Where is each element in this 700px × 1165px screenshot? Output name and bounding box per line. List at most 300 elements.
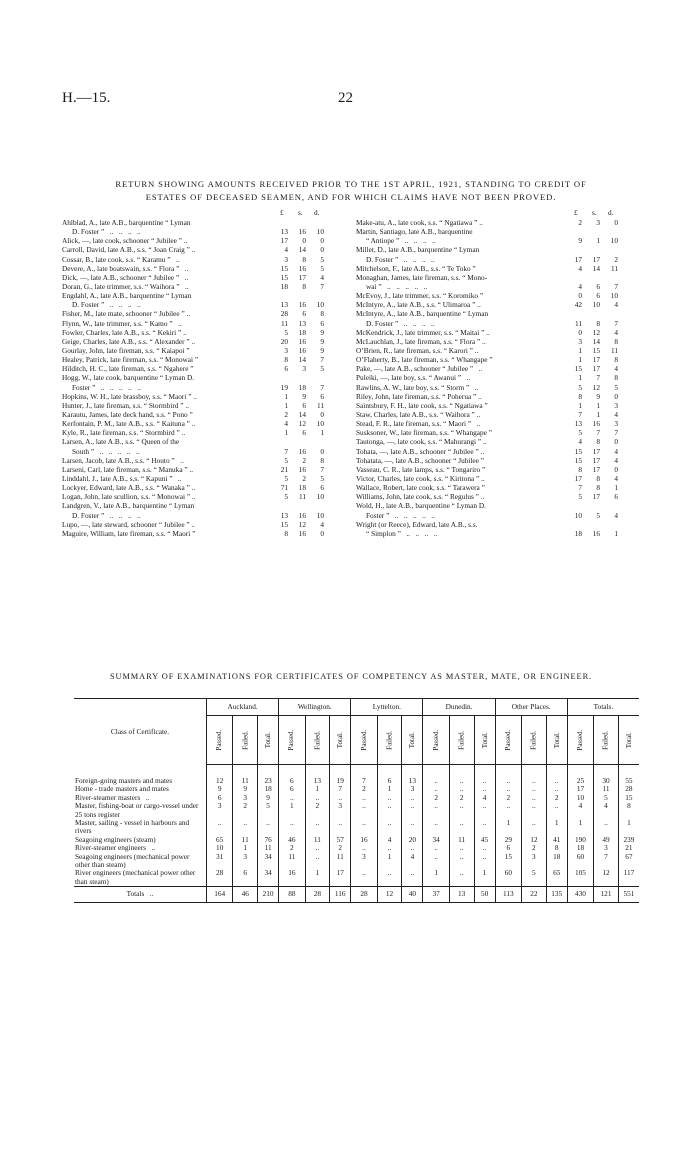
table-cell: .. [351,794,377,802]
list-item [62,483,346,492]
table-cell: 2 [279,844,305,852]
table-cell: 7 [594,853,619,870]
entry-pounds: 7 [284,446,288,456]
entry-pence: 5 [320,254,324,264]
group-header: Dunedin. [423,699,495,716]
entry-shillings: 17 [298,272,306,282]
entry-name: McEvoy, J., late trimmer, s.s. “ Koromiko ” [356,291,484,301]
entry-name: O’Brien, R., late fireman, s.s. “ Karori ” .. [356,345,479,355]
table-cell: 15 [618,794,639,802]
entry-pounds: 1 [578,373,582,383]
table-cell: 10 [567,794,593,802]
entry-shillings: 17 [592,446,600,456]
entry-pounds: 15 [574,446,582,456]
entry-shillings: 3 [596,218,600,227]
subheader-label: Failed. [601,730,610,750]
subheader-label: Total. [408,731,417,749]
entry-pence: 7 [320,464,324,474]
table-cell: 65 [546,869,567,886]
entry-pence: 3 [614,400,618,410]
list-item [356,227,640,236]
subheader-label: Passed. [576,729,585,751]
table-cell: .. [305,794,330,802]
list-item [356,520,640,529]
page-number: 22 [338,90,353,106]
table-cell: 30 [594,765,619,786]
list-item [356,245,640,254]
entry-pounds: 15 [280,272,288,282]
entry-shillings: 5 [596,510,600,520]
entry-pounds: 0 [578,291,582,301]
table-cell: .. [546,765,567,786]
entry-name: D. Foster ” .. .. .. .. [72,510,141,520]
table-cell: 8 [618,802,639,819]
subheader-label: Total. [263,731,272,749]
table-cell: 210 [258,887,279,902]
entry-name: Cossar, B., late cook, s.s. “ Karamu ” .. [62,254,180,264]
entry-pence: 7 [614,318,618,328]
entry-pence: 4 [614,446,618,456]
entry-pence: 0 [320,528,324,538]
entry-name: Foster ” .. .. .. .. .. [366,510,435,520]
list-item [62,236,346,245]
subheader [423,716,449,765]
entry-pounds: 1 [578,345,582,355]
entry-shillings: 16 [298,336,306,346]
entry-name: McIntyre, A., late A.B., barquentine “ Lyman [356,309,489,319]
list-item [356,291,640,300]
entry-name: Gourlay, John, late fireman, s.s. “ Kaiapoi ” [62,345,190,355]
table-cell: 3 [207,802,233,819]
entry-shillings: 14 [298,245,306,255]
entry-shillings: 12 [592,382,600,392]
entry-name: Hilditch, H. C., late fireman, s.s. “ Ngahere ” [62,364,194,374]
subheader-label: Passed. [287,729,296,751]
entry-name: Larsen, Jacob, late A.B., s.s. “ Houto ” .. [62,455,184,465]
examinations-table [74,698,639,903]
entry-pounds: 20 [280,336,288,346]
entry-name: “ Simplon ” .. .. .. .. [366,528,438,538]
entry-pence: 3 [614,419,618,429]
table-cell: 11 [330,853,351,870]
table-cell: 2 [423,794,449,802]
entry-name: Devere, A., late boatswain, s.s. “ Flora ” .. [62,263,189,273]
entry-pounds: 5 [578,382,582,392]
table-cell: .. [449,869,474,886]
list-item [356,236,640,245]
table-cell: 3 [522,853,547,870]
currency-header [62,208,346,218]
entry-name: Williams, John, late cook, s.s. “ Regulus ” .. [356,492,485,502]
entry-pounds: 8 [284,528,288,538]
table-cell: 28 [305,887,330,902]
entry-shillings: 8 [596,473,600,483]
table-cell: 1 [546,819,567,836]
entry-pounds: 42 [574,300,582,310]
table-cell: 16 [279,869,305,886]
table-cell: .. [474,853,495,870]
table-cell: 190 [567,836,593,844]
subheader [351,716,377,765]
list-item [356,456,640,465]
subheader-label: Total. [336,731,345,749]
table-cell: .. [402,844,423,852]
entry-name: McIntyre, A., late A.B., s.s. “ Ulimaroa ” .. [356,300,481,310]
table-cell: 29 [495,836,521,844]
entry-name: Susksoner, W., late fireman, s.s. “ Whangape ” [356,428,492,438]
entry-pounds: 5 [284,473,288,483]
table-cell: 1 [305,785,330,793]
subheader [449,716,474,765]
table-cell: 6 [279,765,305,786]
table-cell: 105 [567,869,593,886]
entry-name: Dick, —, late A.B., schooner “ Jubilee ” .. [62,272,189,282]
entry-pence: 2 [614,254,618,264]
entry-shillings: 1 [596,400,600,410]
certificate-class: Foreign-going masters and mates [75,775,173,785]
entry-pence: 0 [320,236,324,246]
entry-shillings: 7 [596,373,600,383]
table-cell: 4 [402,853,423,870]
list-item [62,401,346,410]
group-header: Other Places. [495,699,567,716]
entry-name: O’Flaherty, B., late fireman, s.s. “ Whangape ” [356,355,493,365]
list-item [356,373,640,382]
table-cell: 4 [474,794,495,802]
table-cell: 18 [258,785,279,793]
entry-name: Hogg, W., late cook, barquentine “ Lyman D. [62,373,195,383]
entry-name: Tautonga, —, late cook, s.s. “ Mahurangi ” .. [356,437,487,447]
subheader-label: Total. [624,731,633,749]
subheader-label: Failed. [313,730,322,750]
table-cell: .. [449,844,474,852]
entry-pounds: 1 [284,428,288,438]
table-cell: 11 [233,765,258,786]
entry-pence: 0 [614,464,618,474]
table-cell: 4 [567,802,593,819]
table-cell: .. [449,819,474,836]
table-cell: .. [279,819,305,836]
table-cell: 6 [495,844,521,852]
entry-name: Landgren, V., late A.B., barquentine “ Lyman [62,501,195,511]
shillings-head: s. [592,208,597,217]
table-cell: .. [233,819,258,836]
table-cell: .. [522,794,547,802]
entry-name: Mitchelson, F., late A.B., s.s. “ Te Toko ” [356,263,476,273]
entry-pounds: 11 [280,318,288,328]
table-cell: 1 [495,819,521,836]
list-item [356,218,640,227]
entry-shillings: 17 [592,455,600,465]
group-header: Wellington. [279,699,351,716]
table-row [74,819,639,836]
entry-pence: 6 [320,391,324,401]
entry-pence: 10 [610,291,618,301]
table-cell: 60 [495,869,521,886]
list-item [356,309,640,318]
table-cell: .. [474,785,495,793]
list-item [62,319,346,328]
entry-name: Carroll, David, late A.B., s.s. “ Joan Craig ” .. [62,245,196,255]
table-cell: 76 [258,836,279,844]
table-cell: 3 [351,853,377,870]
entry-pence: 10 [316,300,324,310]
list-item [356,437,640,446]
table-cell: .. [351,844,377,852]
list-item [356,337,640,346]
entry-shillings: 18 [298,382,306,392]
entry-name: Kyle, R., late fireman, s.s. “ Stormbird ” .. [62,428,186,438]
entry-pence: 4 [614,300,618,310]
list-item [62,456,346,465]
entry-shillings: 17 [592,254,600,264]
table-cell: .. [402,794,423,802]
list-item [62,245,346,254]
table-cell: 9 [258,794,279,802]
table-cell: .. [423,844,449,852]
entry-shillings: 12 [298,519,306,529]
entry-pounds: 4 [284,245,288,255]
entry-name: Martin, Santiago, late A.B., barquentine [356,227,473,237]
list-item [356,483,640,492]
entry-pounds: 4 [578,281,582,291]
entry-pounds: 1 [284,400,288,410]
table-cell: 551 [618,887,639,902]
table-cell: 1 [423,869,449,886]
subheader [279,716,305,765]
table-cell: .. [449,765,474,786]
list-item [62,300,346,309]
list-item [62,501,346,510]
entry-pounds: 4 [578,263,582,273]
entry-pence: 1 [320,428,324,438]
table-cell: 1 [305,869,330,886]
entry-name: Ahlblad, A., late A.B., barquentine “ Lyman [62,218,191,227]
table-cell: 41 [546,836,567,844]
entry-pence: 7 [320,355,324,365]
entry-pounds: 17 [574,473,582,483]
entry-pence: 4 [614,364,618,374]
list-item [62,474,346,483]
subheader [546,716,567,765]
table-row [74,887,639,902]
list-item [62,392,346,401]
entry-shillings: 18 [298,327,306,337]
table-cell: 9 [233,785,258,793]
table-cell: 1 [377,853,402,870]
list-item [62,227,346,236]
entry-name: Linddahl, J., late A.B., s.s. “ Kapuni ” .. [62,473,182,483]
entry-shillings: 16 [298,345,306,355]
table-cell: .. [522,785,547,793]
subheader [474,716,495,765]
table-cell: .. [495,785,521,793]
entry-name: D. Foster ” .. .. .. .. [366,318,435,328]
table-cell: 1 [474,869,495,886]
list-item [356,355,640,364]
subheader [402,716,423,765]
entry-pounds: 13 [280,227,288,237]
entry-name: Fisher, M., late mate, schooner “ Jubilee ” .. [62,309,191,319]
table-cell: .. [305,819,330,836]
subheader [207,716,233,765]
table-cell: 65 [207,836,233,844]
list-item [62,309,346,318]
entry-name: Foster ” .. .. .. .. .. [72,382,141,392]
entry-shillings: 17 [592,464,600,474]
entry-shillings: 10 [592,300,600,310]
entry-pounds: 17 [574,254,582,264]
table-cell: .. [207,819,233,836]
entry-shillings: 16 [298,528,306,538]
table-cell: .. [449,785,474,793]
subheader-label: Failed. [385,730,394,750]
table-cell: 6 [207,794,233,802]
certificate-class: Totals .. [74,887,207,902]
certificate-class: Master, sailing - vessel in harbours and rivers [75,818,190,836]
table-cell: 46 [233,887,258,902]
table-cell: 16 [351,836,377,844]
entry-pounds: 11 [574,318,582,328]
table-cell: .. [423,765,449,786]
subheader-label: Passed. [215,729,224,751]
entry-pence: 0 [320,446,324,456]
list-item [62,447,346,456]
list-item [62,465,346,474]
certificate-class: River engineers (mechanical power other than steam) [75,868,196,886]
table-cell: .. [423,785,449,793]
table-cell: .. [474,844,495,852]
entry-pounds: 13 [280,300,288,310]
table-cell: 20 [402,836,423,844]
entry-name: Karautu, James, late deck hand, s.s. “ Pono ” [62,409,193,419]
entry-pence: 4 [614,455,618,465]
entry-pence: 0 [614,218,618,227]
subheader [258,716,279,765]
table-cell: 34 [258,869,279,886]
table-cell: .. [474,765,495,786]
table-cell: 18 [546,853,567,870]
entry-pounds: 5 [578,492,582,502]
entry-pence: 11 [610,345,618,355]
table-cell: 31 [207,853,233,870]
entry-pence: 4 [320,272,324,282]
table-cell: .. [522,765,547,786]
entry-pence: 1 [614,483,618,493]
entry-pence: 4 [614,327,618,337]
table-cell: .. [474,819,495,836]
entry-name: Pake, —, late A.B., schooner “ Jubilee ” .. [356,364,483,374]
list-item [62,282,346,291]
table-cell: 6 [377,765,402,786]
table-cell: 116 [330,887,351,902]
entry-pence: 4 [614,510,618,520]
entry-name: Maguire, William, late fireman, s.s. “ Maori ” [62,528,196,538]
list-item [62,337,346,346]
entry-pence: 1 [614,528,618,538]
entry-shillings: 12 [298,419,306,429]
entry-shillings: 16 [592,419,600,429]
subheader [495,716,521,765]
entry-pounds: 2 [284,409,288,419]
table-cell: 50 [474,887,495,902]
list-item [356,273,640,282]
entry-pounds: 17 [280,236,288,246]
list-item [356,501,640,510]
entry-shillings: 16 [298,464,306,474]
entry-name: Millet, D., late A.B., barquentine “ Lyman [356,245,480,255]
subheader [233,716,258,765]
entry-name: Victor, Charles, late cook, s.s. “ Kiritona ” .. [356,473,485,483]
table-cell: 45 [474,836,495,844]
list-item [356,492,640,501]
list-item [356,410,640,419]
entry-pence: 11 [316,400,324,410]
entry-shillings: 17 [592,364,600,374]
entry-shillings: 16 [298,446,306,456]
entry-pounds: 7 [578,483,582,493]
table-cell: .. [522,802,547,819]
certificate-class: Seagoing engineers (mechanical power other than steam) [75,851,190,870]
entry-pence: 7 [320,281,324,291]
table-cell: .. [449,802,474,819]
entry-name: Vasseau, C. R., late lamps, s.s. “ Tongariro ” [356,464,486,474]
group-header: Lyttelton. [351,699,423,716]
entry-shillings: 1 [596,409,600,419]
entry-name: Tohata, —, late A.B., schooner “ Jubilee ” .. [356,446,485,456]
table-cell: 28 [618,785,639,793]
table-cell: 6 [233,869,258,886]
entry-name: Lockyer, Edward, late A.B., s.s. “ Wanaka ” .. [62,483,196,493]
entry-shillings: 0 [302,236,306,246]
list-item [62,437,346,446]
table-cell: .. [305,853,330,870]
certificate-class: River-steamer engineers .. [75,843,156,853]
entry-pounds: 9 [578,236,582,246]
entry-shillings: 14 [298,409,306,419]
table-cell: .. [423,819,449,836]
entry-name: “ Antiope ” .. .. .. .. [366,236,436,246]
list-item [62,373,346,382]
certificate-class: Home - trade masters and mates [75,784,169,794]
subheader [567,716,593,765]
table-cell: 12 [377,887,402,902]
entry-pence: 0 [320,409,324,419]
entry-pounds: 3 [284,345,288,355]
entry-pounds: 5 [284,327,288,337]
table-cell: 15 [495,853,521,870]
return-title [62,178,640,204]
entry-shillings: 18 [298,483,306,493]
table-cell: 11 [233,836,258,844]
entry-pence: 5 [320,364,324,374]
table-cell: 2 [449,794,474,802]
list-item [62,428,346,437]
subheader [305,716,330,765]
entry-name: Rawlins, A. W., late boy, s.s. “ Storm ” .. [356,382,479,392]
pounds-head: £ [574,208,578,217]
entry-pence: 9 [320,327,324,337]
list-item [356,511,640,520]
table-cell: 2 [495,794,521,802]
list-item [62,364,346,373]
table-cell: 5 [258,802,279,819]
table-cell: 49 [594,836,619,844]
table-cell: 2 [351,785,377,793]
entry-pence: 9 [320,336,324,346]
entry-shillings: 17 [592,492,600,502]
table-cell: 7 [330,785,351,793]
